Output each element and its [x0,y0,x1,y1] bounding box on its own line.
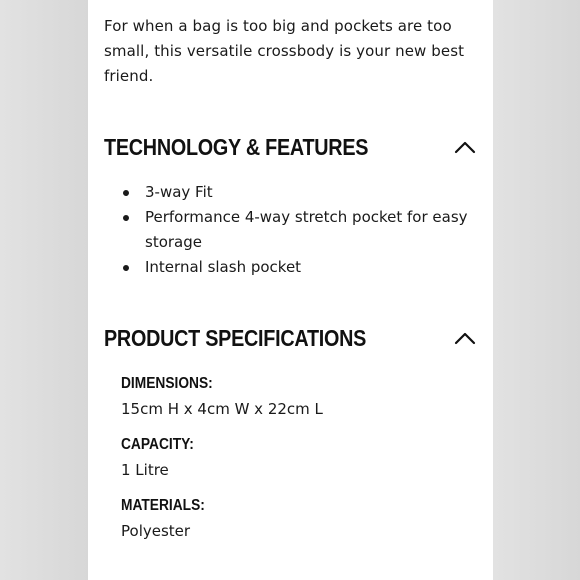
product-specifications-title: PRODUCT SPECIFICATIONS [104,324,367,351]
chevron-up-icon[interactable] [453,326,477,350]
spec-value: 1 Litre [121,461,169,479]
product-specifications-header[interactable] [104,321,479,355]
left-background [0,0,88,580]
spec-label: CAPACITY: [121,436,194,453]
spec-dimensions [121,373,461,422]
product-details-panel [88,0,493,580]
product-description: For when a bag is too big and pockets are too small, this versatile crossbody is your new best friend. [104,17,465,85]
feature-text: 3-way Fit [145,183,213,201]
bullet-icon [123,265,129,271]
spec-label: MATERIALS: [121,497,205,514]
technology-features-title: TECHNOLOGY & FEATURES [104,133,369,160]
list-item [120,255,480,280]
bullet-icon [123,215,129,221]
chevron-up-icon[interactable] [453,135,477,159]
spec-capacity [121,434,461,483]
spec-materials [121,495,461,544]
feature-text: Performance 4-way stretch pocket for easy storage [145,208,468,251]
spec-value: Polyester [121,522,191,540]
spec-value: 15cm H x 4cm W x 22cm L [121,400,323,418]
right-background [493,0,580,580]
spec-label: DIMENSIONS: [121,375,213,392]
feature-text: Internal slash pocket [145,258,302,276]
list-item [120,205,480,255]
bullet-icon [123,190,129,196]
features-list [120,180,480,280]
list-item [120,180,480,205]
technology-features-header[interactable] [104,130,479,164]
